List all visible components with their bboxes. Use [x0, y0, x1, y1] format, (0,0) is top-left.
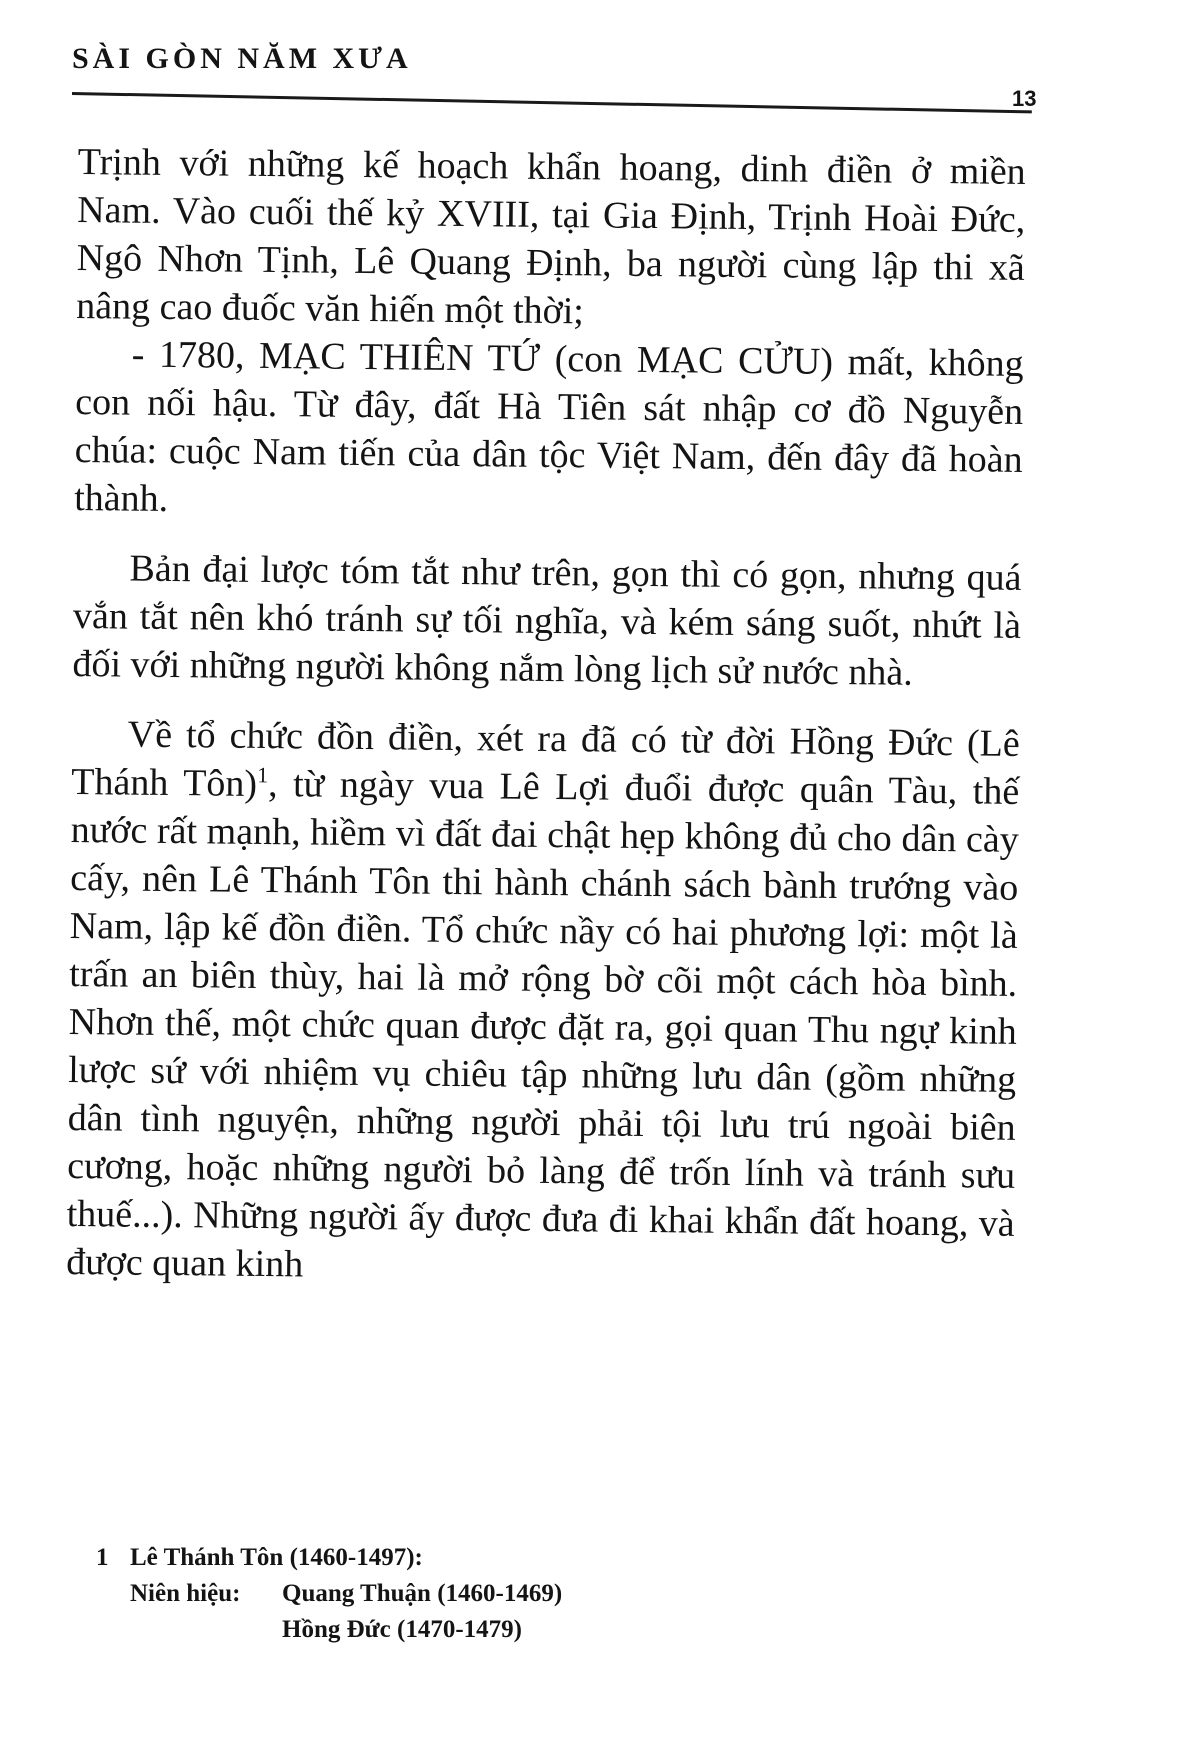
paragraph-don-dien — [66, 710, 1020, 1296]
footnote-era-label: Niên hiệu: — [130, 1580, 241, 1607]
footnote-number: 1 — [96, 1544, 109, 1571]
footnote-era-line-2 — [96, 1612, 996, 1648]
paragraph-1780-entry: - 1780, MẠC THIÊN TỨ (con MẠC CỬU) mất, không con nối hậu. Từ đây, đất Hà Tiên sát nhập cơ đồ Nguyễn chúa: cuộc Nam tiến của dân tộc Việt Nam, đến đây đã hoàn thành. — [74, 333, 1024, 520]
paragraph-don-dien-part-a: Về tổ chức đồn điền, xét ra đã có từ đời Hồng Đức (Lê Thánh Tôn) — [71, 713, 1020, 805]
paragraph-summary-note: Bản đại lược tóm tắt như trên, gọn thì có gọn, nhưng quá vắn tắt nên khó tránh sự tối nghĩa, và kém sáng suốt, nhứt là đối với những người không nắm lòng lịch sử nước nhà. — [72, 547, 1022, 694]
page-number: 13 — [1012, 86, 1037, 111]
paragraph-continued: Trịnh với những kế hoạch khẩn hoang, dinh điền ở miền Nam. Vào cuối thế kỷ XVIII, tại Gia Định, Trịnh Hoài Đức, Ngô Nhơn Tịnh, Lê Quang Định, ba người cùng lập thi xã nâng cao đuốc văn hiến một thời; — [76, 140, 1026, 333]
footnote-title-line — [96, 1540, 996, 1576]
footnote-title: Lê Thánh Tôn (1460-1497): — [130, 1544, 423, 1571]
footnote-era-1: Quang Thuận (1460-1469) — [282, 1580, 563, 1607]
footnote-reference-1: 1 — [257, 762, 269, 788]
footnote-section — [96, 1540, 996, 1648]
footnote-era-line-1 — [96, 1576, 996, 1612]
footnote-era-2: Hồng Đức (1470-1479) — [282, 1616, 522, 1643]
body-text — [66, 138, 1026, 1296]
running-header-title: SÀI GÒN NĂM XƯA — [72, 42, 412, 75]
paragraph-don-dien-part-b: , từ ngày vua Lê Lợi đuổi được quân Tàu, thế nước rất mạnh, hiềm vì đất đai chật hẹp không đủ cho dân cày cấy, nên Lê Thánh Tôn thi hành chánh sách bành trướng vào Nam, lập kế đồn điền. Tổ chức nầy có hai phương lợi: một là trấn an biên thùy, hai là mở rộng bờ cõi một cách hòa bình. Nhơn thế, một chức quan được đặt ra, gọi quan Thu ngự kinh lược sứ với nhiệm vụ chiêu tập những lưu dân (gồm những dân tình nguyện, những người phải tội lưu trú ngoài biên cương, hoặc những người bỏ làng để trốn lính và tránh sưu thuế...). Những người ấy được đưa đi khai khẩn đất hoang, và được quan kinh — [66, 763, 1020, 1286]
header-rule-divider — [72, 92, 1032, 113]
